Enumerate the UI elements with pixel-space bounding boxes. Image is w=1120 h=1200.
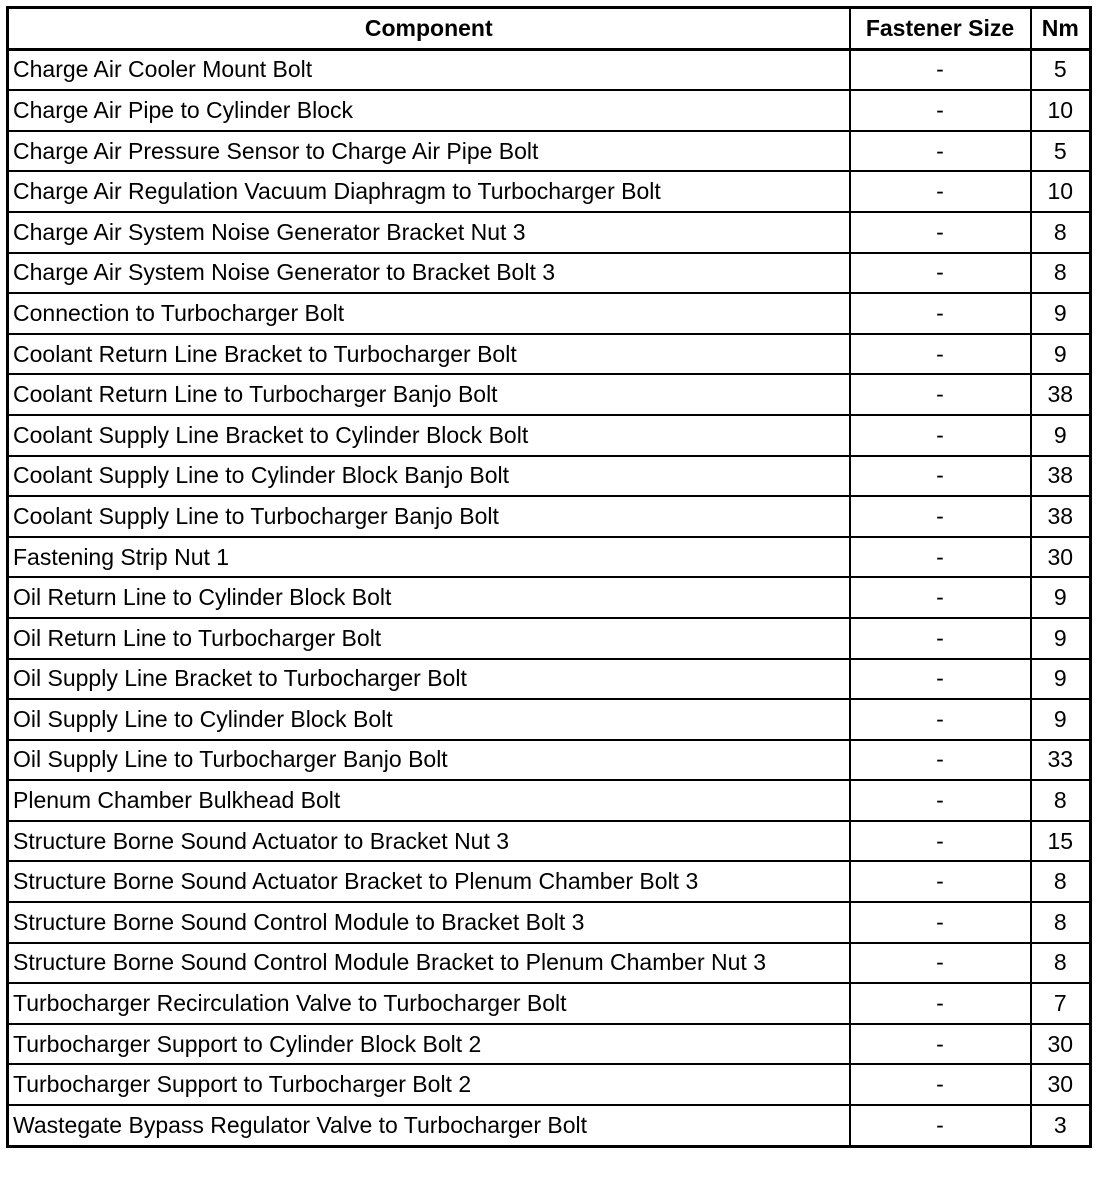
cell-fastener-size: -	[850, 253, 1031, 294]
cell-nm: 10	[1031, 171, 1091, 212]
cell-nm: 30	[1031, 1024, 1091, 1065]
cell-fastener-size: -	[850, 983, 1031, 1024]
cell-component: Charge Air Cooler Mount Bolt	[8, 49, 850, 90]
cell-component: Charge Air Pipe to Cylinder Block	[8, 90, 850, 131]
cell-nm: 8	[1031, 253, 1091, 294]
table-row	[8, 496, 1091, 537]
cell-component: Coolant Return Line to Turbocharger Banjo Bolt	[8, 374, 850, 415]
cell-component: Oil Return Line to Cylinder Block Bolt	[8, 577, 850, 618]
table-row	[8, 902, 1091, 943]
table-row	[8, 212, 1091, 253]
cell-fastener-size: -	[850, 293, 1031, 334]
cell-fastener-size: -	[850, 374, 1031, 415]
cell-nm: 5	[1031, 49, 1091, 90]
cell-fastener-size: -	[850, 1064, 1031, 1105]
cell-nm: 9	[1031, 415, 1091, 456]
cell-nm: 3	[1031, 1105, 1091, 1146]
column-header-fastener-size: Fastener Size	[850, 8, 1031, 50]
cell-fastener-size: -	[850, 1105, 1031, 1146]
cell-fastener-size: -	[850, 699, 1031, 740]
column-header-nm: Nm	[1031, 8, 1091, 50]
cell-component: Connection to Turbocharger Bolt	[8, 293, 850, 334]
cell-component: Coolant Return Line Bracket to Turbocharger Bolt	[8, 334, 850, 375]
table-row	[8, 943, 1091, 984]
cell-fastener-size: -	[850, 577, 1031, 618]
cell-fastener-size: -	[850, 861, 1031, 902]
cell-component: Charge Air Pressure Sensor to Charge Air Pipe Bolt	[8, 131, 850, 172]
cell-fastener-size: -	[850, 902, 1031, 943]
cell-fastener-size: -	[850, 496, 1031, 537]
cell-nm: 30	[1031, 537, 1091, 578]
cell-component: Turbocharger Support to Turbocharger Bolt 2	[8, 1064, 850, 1105]
cell-component: Coolant Supply Line to Cylinder Block Banjo Bolt	[8, 456, 850, 497]
cell-fastener-size: -	[850, 90, 1031, 131]
table-row	[8, 659, 1091, 700]
cell-fastener-size: -	[850, 212, 1031, 253]
table-row	[8, 456, 1091, 497]
cell-component: Charge Air System Noise Generator to Bracket Bolt 3	[8, 253, 850, 294]
table-row	[8, 253, 1091, 294]
table-row	[8, 171, 1091, 212]
cell-nm: 38	[1031, 456, 1091, 497]
table-row	[8, 90, 1091, 131]
table-row	[8, 699, 1091, 740]
cell-component: Coolant Supply Line to Turbocharger Banjo Bolt	[8, 496, 850, 537]
cell-nm: 30	[1031, 1064, 1091, 1105]
cell-component: Wastegate Bypass Regulator Valve to Turbocharger Bolt	[8, 1105, 850, 1146]
cell-nm: 9	[1031, 659, 1091, 700]
cell-nm: 9	[1031, 618, 1091, 659]
cell-nm: 8	[1031, 943, 1091, 984]
cell-fastener-size: -	[850, 456, 1031, 497]
table-row	[8, 537, 1091, 578]
table-row	[8, 740, 1091, 781]
cell-component: Plenum Chamber Bulkhead Bolt	[8, 780, 850, 821]
cell-component: Turbocharger Support to Cylinder Block Bolt 2	[8, 1024, 850, 1065]
cell-fastener-size: -	[850, 49, 1031, 90]
cell-nm: 9	[1031, 699, 1091, 740]
cell-component: Structure Borne Sound Control Module Bracket to Plenum Chamber Nut 3	[8, 943, 850, 984]
cell-nm: 8	[1031, 780, 1091, 821]
cell-component: Fastening Strip Nut 1	[8, 537, 850, 578]
cell-fastener-size: -	[850, 131, 1031, 172]
cell-nm: 8	[1031, 902, 1091, 943]
cell-fastener-size: -	[850, 334, 1031, 375]
table-row	[8, 49, 1091, 90]
cell-component: Oil Supply Line to Turbocharger Banjo Bolt	[8, 740, 850, 781]
cell-fastener-size: -	[850, 618, 1031, 659]
cell-component: Structure Borne Sound Actuator to Bracket Nut 3	[8, 821, 850, 862]
cell-fastener-size: -	[850, 659, 1031, 700]
table-row	[8, 821, 1091, 862]
table-row	[8, 374, 1091, 415]
cell-fastener-size: -	[850, 537, 1031, 578]
table-row	[8, 1105, 1091, 1146]
table-row	[8, 1064, 1091, 1105]
table-row	[8, 577, 1091, 618]
table-row	[8, 618, 1091, 659]
cell-fastener-size: -	[850, 821, 1031, 862]
cell-nm: 9	[1031, 293, 1091, 334]
cell-component: Charge Air Regulation Vacuum Diaphragm to Turbocharger Bolt	[8, 171, 850, 212]
cell-component: Structure Borne Sound Actuator Bracket to Plenum Chamber Bolt 3	[8, 861, 850, 902]
cell-nm: 33	[1031, 740, 1091, 781]
table-row	[8, 861, 1091, 902]
cell-nm: 9	[1031, 577, 1091, 618]
table-header-row	[8, 8, 1091, 50]
cell-component: Oil Supply Line Bracket to Turbocharger Bolt	[8, 659, 850, 700]
cell-component: Charge Air System Noise Generator Bracket Nut 3	[8, 212, 850, 253]
cell-nm: 7	[1031, 983, 1091, 1024]
column-header-component: Component	[8, 8, 850, 50]
cell-fastener-size: -	[850, 1024, 1031, 1065]
table-row	[8, 131, 1091, 172]
cell-nm: 38	[1031, 496, 1091, 537]
cell-fastener-size: -	[850, 740, 1031, 781]
table-row	[8, 983, 1091, 1024]
table-row	[8, 415, 1091, 456]
cell-nm: 10	[1031, 90, 1091, 131]
cell-component: Structure Borne Sound Control Module to Bracket Bolt 3	[8, 902, 850, 943]
cell-fastener-size: -	[850, 415, 1031, 456]
cell-fastener-size: -	[850, 780, 1031, 821]
cell-fastener-size: -	[850, 171, 1031, 212]
cell-nm: 8	[1031, 212, 1091, 253]
cell-nm: 15	[1031, 821, 1091, 862]
table-body	[8, 49, 1091, 1146]
cell-fastener-size: -	[850, 943, 1031, 984]
cell-component: Oil Supply Line to Cylinder Block Bolt	[8, 699, 850, 740]
cell-component: Oil Return Line to Turbocharger Bolt	[8, 618, 850, 659]
cell-component: Coolant Supply Line Bracket to Cylinder Block Bolt	[8, 415, 850, 456]
cell-nm: 5	[1031, 131, 1091, 172]
fastener-torque-table	[6, 6, 1092, 1148]
cell-component: Turbocharger Recirculation Valve to Turbocharger Bolt	[8, 983, 850, 1024]
cell-nm: 8	[1031, 861, 1091, 902]
table-row	[8, 780, 1091, 821]
cell-nm: 38	[1031, 374, 1091, 415]
cell-nm: 9	[1031, 334, 1091, 375]
table-row	[8, 293, 1091, 334]
table-row	[8, 334, 1091, 375]
table-row	[8, 1024, 1091, 1065]
